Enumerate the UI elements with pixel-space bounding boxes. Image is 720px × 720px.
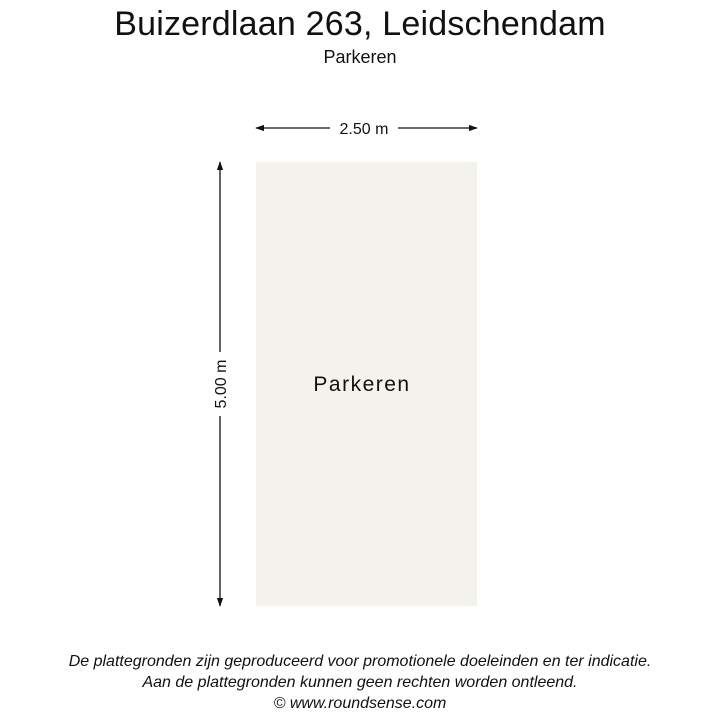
height-dimension <box>213 162 230 606</box>
copyright-line: © www.roundsense.com <box>273 695 447 712</box>
width-dimension <box>256 121 477 138</box>
disclaimer-line-2: Aan de plattegronden kunnen geen rechten worden ontleend. <box>142 674 578 691</box>
width-dimension-label: 2.50 m <box>339 121 389 138</box>
room-label: Parkeren <box>313 373 411 396</box>
disclaimer-line-1: De plattegronden zijn geproduceerd voor promotionele doeleinden en ter indicatie. <box>68 653 652 670</box>
disclaimer <box>0 651 720 714</box>
page-subtitle: Parkeren <box>323 47 397 67</box>
page-title: Buizerdlaan 263, Leidschendam <box>114 5 606 43</box>
height-dimension-label: 5.00 m <box>213 359 230 409</box>
